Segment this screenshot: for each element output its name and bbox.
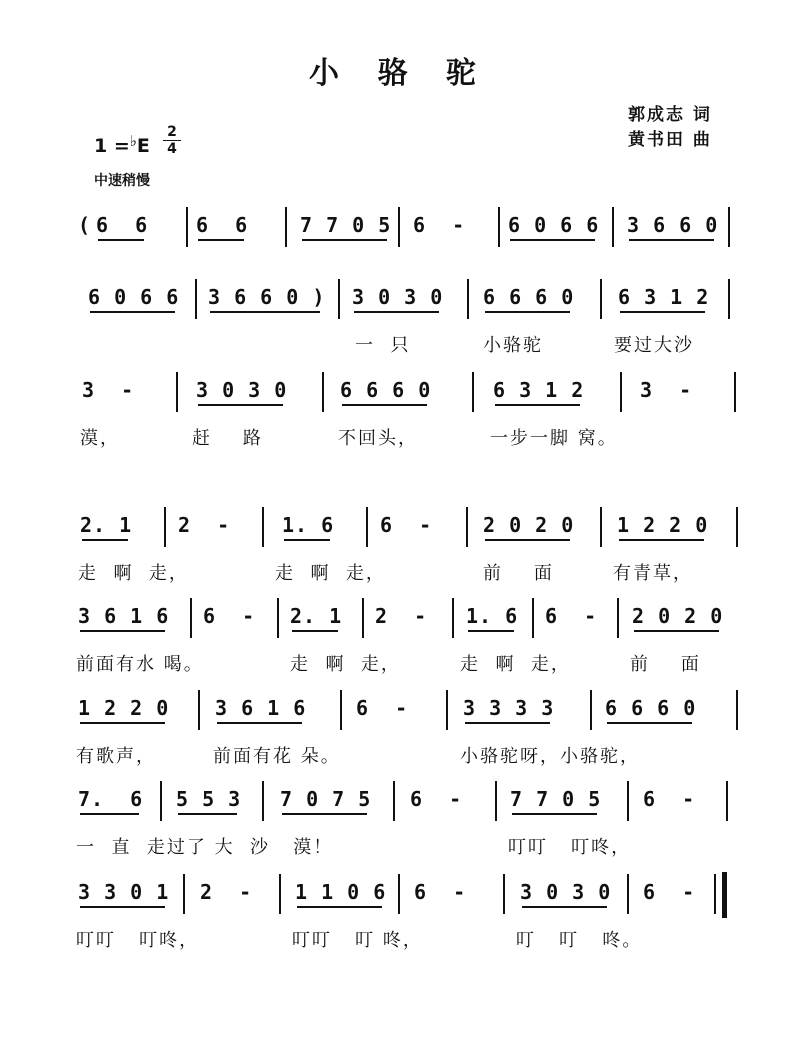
notes-line [0, 787, 799, 827]
beam-underline [485, 311, 570, 313]
lyric-text: 叮叮 叮咚， [76, 930, 200, 951]
beam-underline [80, 813, 139, 815]
final-thin-barline [714, 874, 716, 914]
note-group: 3 - [640, 378, 693, 402]
beam-underline [198, 239, 244, 241]
bar-line [285, 207, 287, 247]
bar-line [186, 207, 188, 247]
lyric-text: 要过大沙 [614, 335, 694, 356]
note-group: 6 6 6 0 [483, 285, 575, 309]
lyric-text: 叮 叮 咚。 [516, 930, 643, 951]
lyric-text: 前 面 [630, 654, 701, 675]
note-group: 2. 1 [290, 604, 343, 628]
note-group: 7 0 7 5 [280, 787, 372, 811]
note-group: 1 2 2 0 [78, 696, 170, 720]
lyric-text: 一 只 [355, 335, 411, 356]
notes-line [0, 378, 799, 418]
beam-underline [80, 722, 165, 724]
bar-line [736, 690, 738, 730]
note-group: 5 5 3 [176, 787, 242, 811]
lyrics-line [0, 833, 799, 863]
lyric-text: 走 啊 走， [78, 563, 189, 584]
bar-line [190, 598, 192, 638]
beam-underline [80, 630, 165, 632]
bar-line [183, 874, 185, 914]
notes-line [0, 880, 799, 920]
bar-line [498, 207, 500, 247]
bar-line [600, 507, 602, 547]
bar-line [532, 598, 534, 638]
note-group: 2 0 2 0 [483, 513, 575, 537]
bar-line [627, 781, 629, 821]
lyric-text: 一 直 走过了 大 沙 漠！ [76, 837, 334, 858]
lyrics-line [0, 650, 799, 680]
bar-line [617, 598, 619, 638]
bar-line [398, 207, 400, 247]
bar-line [736, 507, 738, 547]
beam-underline [607, 722, 692, 724]
lyrics-line [0, 926, 799, 956]
note-group: 1 1 0 6 [295, 880, 387, 904]
note-group: 3 0 3 0 [520, 880, 612, 904]
lyric-text: 有歌声， [76, 746, 156, 767]
note-group: 7 7 0 5 [510, 787, 602, 811]
note-group: ( [78, 213, 92, 237]
note-group: 1. 6 [466, 604, 519, 628]
bar-line [393, 781, 395, 821]
bar-line [620, 372, 622, 412]
lyricist-credit: 郭成志 词 [628, 105, 712, 125]
beam-underline [468, 630, 514, 632]
bar-line [366, 507, 368, 547]
beam-underline [629, 239, 714, 241]
beam-underline [178, 813, 237, 815]
notes-line [0, 696, 799, 736]
note-group: 6 - [413, 213, 466, 237]
note-group: 6 - [643, 787, 696, 811]
beam-underline [98, 239, 144, 241]
beam-underline [80, 906, 165, 908]
lyric-text: 走 啊 走， [460, 654, 571, 675]
bar-line [503, 874, 505, 914]
composer-credit: 黄书田 曲 [628, 130, 712, 150]
bar-line [446, 690, 448, 730]
lyric-text: 前面有花 朵。 [213, 746, 341, 767]
note-group: 6 - [545, 604, 598, 628]
beam-underline [282, 813, 367, 815]
note-group: 6 - [643, 880, 696, 904]
note-group: 3 6 6 0 [627, 213, 719, 237]
note-group: 6 - [203, 604, 256, 628]
bar-line [728, 207, 730, 247]
bar-line [398, 874, 400, 914]
note-group: 2 - [200, 880, 253, 904]
lyrics-line [0, 742, 799, 772]
bar-line [340, 690, 342, 730]
lyric-text: 叮叮 叮咚， [508, 837, 632, 858]
lyric-text: 小骆驼呀，小骆驼， [460, 746, 640, 767]
note-group: 1. 6 [282, 513, 335, 537]
note-group: 1 2 2 0 [617, 513, 709, 537]
lyric-text: 前 面 [483, 563, 554, 584]
note-group: 6 6 [196, 213, 249, 237]
bar-line [467, 279, 469, 319]
note-group: 3 0 3 0 [196, 378, 288, 402]
bar-line [176, 372, 178, 412]
bar-line [452, 598, 454, 638]
note-group: 3 0 3 0 [352, 285, 444, 309]
beam-underline [82, 539, 128, 541]
note-group: 3 3 3 3 [463, 696, 555, 720]
note-group: 3 6 6 0 ) [208, 285, 326, 309]
beam-underline [485, 539, 570, 541]
bar-line [277, 598, 279, 638]
bar-line [590, 690, 592, 730]
bar-line [734, 372, 736, 412]
note-group: 7 7 0 5 [300, 213, 392, 237]
lyric-text: 不回头， [338, 428, 418, 449]
bar-line [612, 207, 614, 247]
notes-line [0, 285, 799, 325]
lyric-text: 一步一脚 窝。 [490, 428, 618, 449]
time-numerator: 2 [167, 124, 177, 140]
bar-line [627, 874, 629, 914]
tempo-marking: 中速稍慢 [94, 173, 150, 189]
bar-line [262, 781, 264, 821]
bar-line [600, 279, 602, 319]
beam-underline [495, 404, 580, 406]
beam-underline [210, 311, 320, 313]
bar-line [262, 507, 264, 547]
lyric-text: 走 啊 走， [290, 654, 401, 675]
key-prefix: 1 = [94, 135, 130, 157]
beam-underline [619, 539, 704, 541]
beam-underline [354, 311, 439, 313]
beam-underline [302, 239, 387, 241]
bar-line [164, 507, 166, 547]
notes-line [0, 213, 799, 253]
beam-underline [634, 630, 719, 632]
lyrics-line [0, 424, 799, 454]
note-group: 7. 6 [78, 787, 144, 811]
lyrics-line [0, 559, 799, 589]
note-group: 6 - [414, 880, 467, 904]
note-group: 6 0 6 6 [508, 213, 600, 237]
bar-line [726, 781, 728, 821]
note-group: 6 6 6 0 [605, 696, 697, 720]
note-group: 6 0 6 6 [88, 285, 180, 309]
notes-line [0, 604, 799, 644]
beam-underline [198, 404, 283, 406]
beam-underline [292, 630, 338, 632]
bar-line [338, 279, 340, 319]
lyric-text: 漠， [80, 428, 120, 449]
time-denominator: 4 [163, 140, 181, 157]
bar-line [466, 507, 468, 547]
bar-line [322, 372, 324, 412]
beam-underline [620, 311, 705, 313]
lyric-text: 前面有水 喝。 [76, 654, 204, 675]
lyric-text: 叮叮 叮 咚， [292, 930, 423, 951]
note-group: 6 3 1 2 [493, 378, 585, 402]
beam-underline [342, 404, 427, 406]
key-note: E [136, 135, 150, 157]
note-group: 3 6 1 6 [78, 604, 170, 628]
notes-line [0, 513, 799, 553]
note-group: 2. 1 [80, 513, 133, 537]
score-row [0, 378, 799, 498]
note-group: 3 3 0 1 [78, 880, 170, 904]
bar-line [495, 781, 497, 821]
beam-underline [465, 722, 550, 724]
score-row [0, 880, 799, 1000]
note-group: 6 3 1 2 [618, 285, 710, 309]
note-group: 2 - [375, 604, 428, 628]
time-signature [163, 124, 181, 157]
key-signature [94, 132, 150, 157]
note-group: 6 6 6 0 [340, 378, 432, 402]
final-barline [722, 872, 727, 918]
beam-underline [90, 311, 175, 313]
note-group: 6 6 [96, 213, 149, 237]
bar-line [472, 372, 474, 412]
bar-line [728, 279, 730, 319]
lyrics-line [0, 331, 799, 361]
bar-line [362, 598, 364, 638]
song-title: 小 骆 驼 [309, 56, 490, 91]
flat-sign: ♭ [129, 132, 137, 150]
lyric-text: 走 啊 走， [275, 563, 386, 584]
note-group: 3 - [82, 378, 135, 402]
note-group: 3 6 1 6 [215, 696, 307, 720]
beam-underline [217, 722, 302, 724]
note-group: 2 - [178, 513, 231, 537]
lyric-text: 赶 路 [192, 428, 263, 449]
note-group: 6 - [380, 513, 433, 537]
lyric-text: 小骆驼 [483, 335, 543, 356]
beam-underline [297, 906, 382, 908]
note-group: 6 - [356, 696, 409, 720]
bar-line [195, 279, 197, 319]
note-group: 2 0 2 0 [632, 604, 724, 628]
beam-underline [510, 239, 595, 241]
bar-line [160, 781, 162, 821]
note-group: 6 - [410, 787, 463, 811]
bar-line [279, 874, 281, 914]
beam-underline [522, 906, 607, 908]
lyric-text: 有青草， [613, 563, 693, 584]
bar-line [198, 690, 200, 730]
beam-underline [284, 539, 330, 541]
beam-underline [512, 813, 597, 815]
